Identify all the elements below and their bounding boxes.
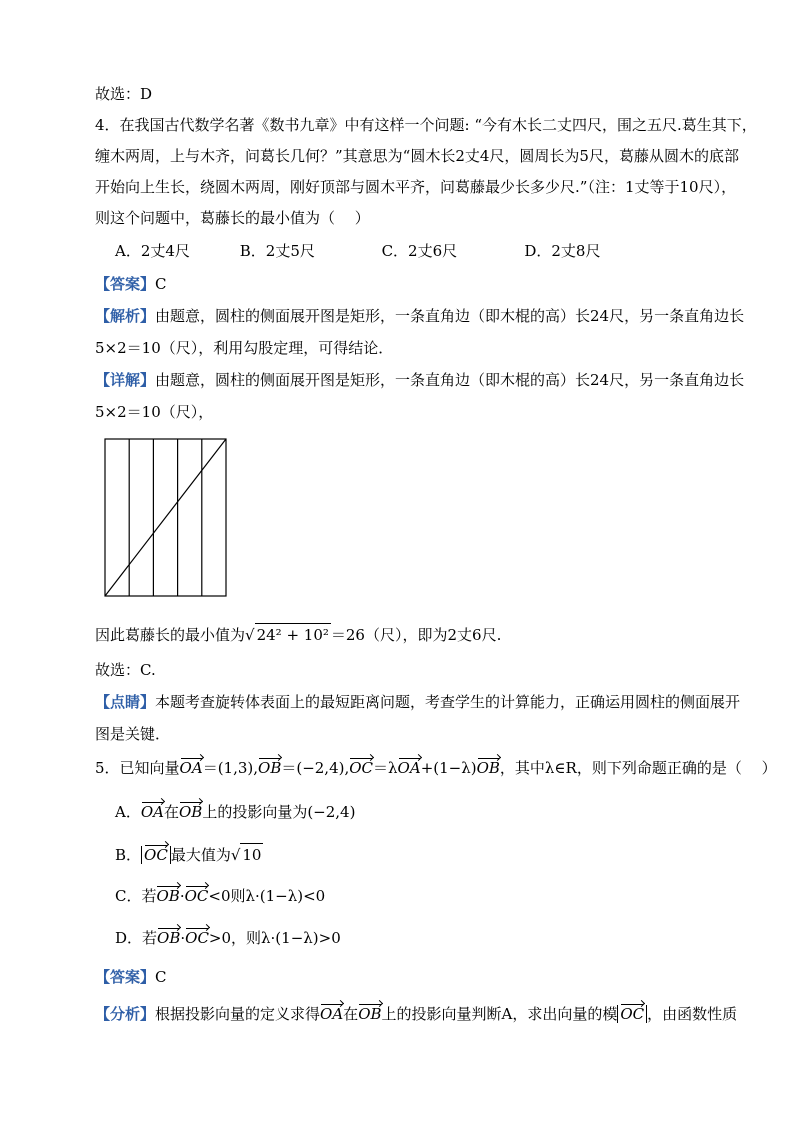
q4-option-d[interactable]: D．2丈8尺: [524, 242, 601, 260]
vector-oc: OC: [144, 846, 168, 864]
vector-oc: OC: [620, 1005, 645, 1023]
q5-oc-plus: +(1−λ): [420, 759, 477, 777]
q5-option-c[interactable]: [115, 885, 725, 907]
dot-operator: ·: [179, 887, 185, 905]
q5-oa-value: ＝(1,3),: [202, 759, 259, 777]
q5-oc-eq: ＝λ: [373, 759, 398, 777]
q5-option-c-letter: C．若: [115, 887, 157, 905]
q5-analysis-prefix: 根据投影向量的定义求得: [155, 1005, 321, 1023]
q5-stem-suffix: ，其中λ∈R，则下列命题正确的是（ ）: [499, 759, 777, 777]
q4-stem-line-3: 开始向上生长，绕圆木两周，刚好顶部与圆木平齐，问葛藤最少长多少尺.”（注：1丈等于10尺），: [95, 178, 737, 196]
answer-tag: 【答案】: [95, 275, 156, 293]
q5-option-a[interactable]: [115, 801, 725, 823]
q4-detail-line-1: [95, 369, 745, 391]
q5-analysis-mid: 在: [343, 1005, 359, 1023]
result-sqrt: √ 24² + 10²: [245, 623, 331, 646]
q4-choose-line: 故选：C.: [95, 661, 156, 679]
q5-option-a-text: 上的投影向量为(−2,4): [202, 803, 356, 821]
q5-option-b-letter: B．: [115, 846, 142, 864]
vector-oa: OA: [140, 803, 164, 821]
q4-stem-line-2: 缠木两周，上与木齐，问葛长几何？”其意思为“圆木长2丈4尺，圆周长为5尺，葛藤从圆木的底部: [95, 147, 739, 165]
vector-oa: OA: [397, 759, 421, 777]
analysis-text-1: 由题意，圆柱的侧面展开图是矩形，一条直角边（即木棍的高）长24尺，另一条直角边长: [155, 307, 745, 325]
q5-stem-line: [95, 757, 777, 779]
q5-option-b-radicand: 10: [240, 843, 263, 866]
q5-analysis-line: [95, 1003, 738, 1025]
vector-oa: OA: [179, 759, 203, 777]
answer-value: C: [155, 968, 167, 986]
answer-tag: 【答案】: [95, 968, 156, 986]
vector-ob: OB: [157, 929, 181, 947]
vector-oc: OC: [184, 887, 209, 905]
analysis-tag: 【解析】: [95, 307, 156, 325]
q4-answer: [95, 273, 705, 295]
q5-ob-value: ＝(−2,4),: [281, 759, 350, 777]
analysis-tag: 【分析】: [95, 1005, 156, 1023]
q5-option-d-letter: D．若: [115, 929, 158, 947]
q4-option-b[interactable]: B．2丈5尺: [239, 242, 315, 260]
q5-oc-modulus: [141, 846, 171, 864]
result-prefix: 因此葛藤长的最小值为: [95, 626, 246, 644]
detail-text-1: 由题意，圆柱的侧面展开图是矩形，一条直角边（即木棍的高）长24尺，另一条直角边长: [155, 371, 745, 389]
q4-analysis-line-2: 5×2＝10（尺），利用勾股定理，可得结论．: [95, 339, 394, 357]
q5-option-a-mid: 在: [163, 803, 179, 821]
q5-option-d-text: >0，则λ·(1−λ)>0: [208, 929, 341, 947]
q4-comment-line-1: [95, 691, 741, 713]
q5-answer: [95, 966, 705, 988]
q5-option-b[interactable]: [115, 843, 725, 866]
answer-value: C: [155, 275, 167, 293]
q4-comment-line-2: 图是关键．: [95, 725, 171, 743]
result-suffix: ＝26（尺），即为2丈6尺.: [330, 626, 502, 644]
result-radicand: 24² + 10²: [255, 623, 331, 646]
detail-tag: 【详解】: [95, 371, 156, 389]
vector-ob: OB: [258, 759, 282, 777]
q5-option-c-text: <0则λ·(1−λ)<0: [208, 887, 326, 905]
q5-oc-modulus: [617, 1005, 647, 1023]
vector-oc: OC: [185, 929, 209, 947]
comment-text-1: 本题考查旋转体表面上的最短距离问题，考查学生的计算能力，正确运用圆柱的侧面展开: [155, 693, 741, 711]
q5-option-d[interactable]: [115, 927, 725, 949]
figure-diagonal-vine: [105, 439, 226, 596]
comment-tag: 【点睛】: [95, 693, 156, 711]
vector-ob: OB: [179, 803, 203, 821]
q3-answer-line: 故选：D: [95, 85, 153, 103]
cylinder-unfolding-figure: [104, 438, 228, 598]
q5-option-a-letter: A．: [115, 803, 141, 821]
q4-option-c[interactable]: C．2丈6尺: [381, 242, 458, 260]
q5-analysis-suffix: ，由函数性质: [647, 1005, 738, 1023]
q4-analysis-line-1: [95, 305, 745, 327]
dot-operator: ·: [180, 929, 186, 947]
vector-oa: OA: [320, 1005, 344, 1023]
q4-result-line: [95, 623, 705, 646]
q4-option-a[interactable]: A．2丈4尺: [115, 242, 190, 260]
vector-oc: OC: [349, 759, 374, 777]
q4-stem-line-1: 4．在我国古代数学名著《数书九章》中有这样一个问题: “今有木长二丈四尺，围之五尺.葛生其下，: [95, 116, 757, 134]
vector-ob: OB: [476, 759, 500, 777]
vector-ob: OB: [156, 887, 180, 905]
q5-option-b-text: 最大值为: [170, 846, 231, 864]
q5-analysis-mid2: 上的投影向量判断A，求出向量的模: [381, 1005, 618, 1023]
q5-option-b-sqrt: √ 10: [231, 843, 264, 866]
q4-options: [115, 240, 725, 262]
q4-detail-line-2: 5×2＝10（尺），: [95, 403, 214, 421]
q4-stem-line-4: 则这个问题中，葛藤长的最小值为（ ）: [95, 209, 370, 227]
vector-ob: OB: [358, 1005, 382, 1023]
q5-stem-prefix: 5．已知向量: [95, 759, 180, 777]
